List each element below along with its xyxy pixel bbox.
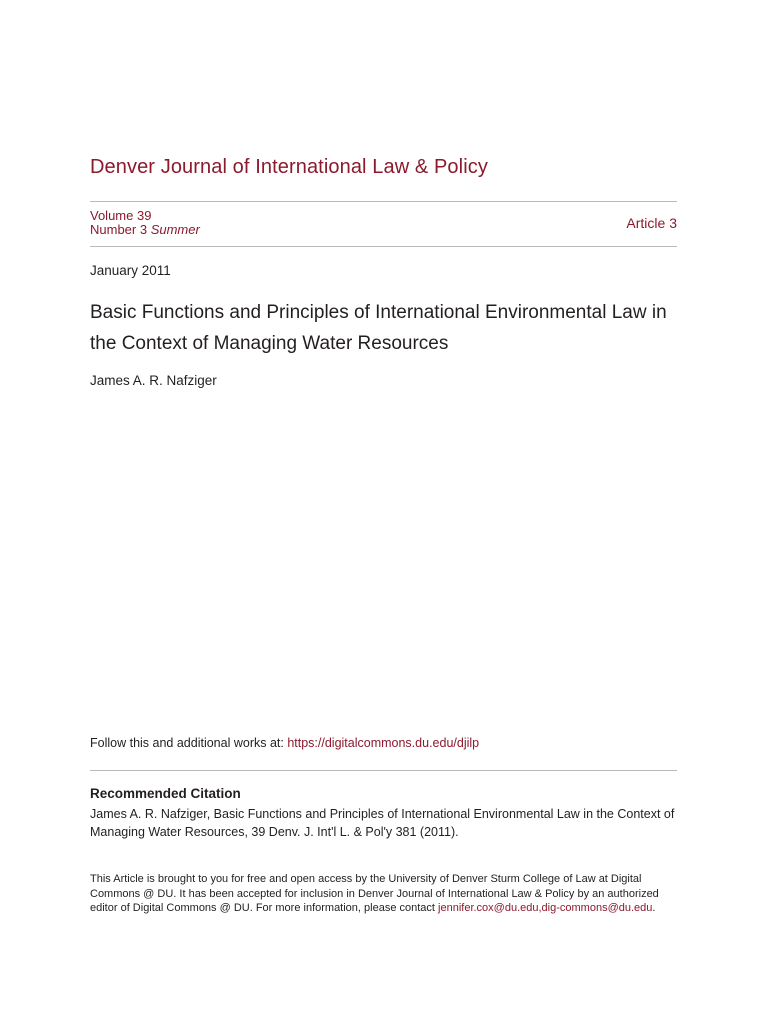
divider-citation bbox=[90, 770, 677, 771]
article-number-link[interactable]: Article 3 bbox=[626, 215, 677, 231]
divider-top bbox=[90, 201, 677, 202]
volume-link[interactable]: Volume 39 bbox=[90, 208, 152, 223]
number-label[interactable]: Number 3 bbox=[90, 222, 148, 237]
repository-link[interactable]: https://digitalcommons.du.edu/djilp bbox=[287, 736, 480, 750]
journal-title[interactable]: Denver Journal of International Law & Policy bbox=[90, 156, 488, 178]
citation-text: James A. R. Nafziger, Basic Functions and Principles of International Environmental Law in the Context of Managing Water Resources, 39 Denv. J. Int'l L. & Pol'y 381 (2011). bbox=[90, 807, 675, 839]
recommended-citation-heading: Recommended Citation bbox=[90, 786, 241, 801]
contact-email-link[interactable]: jennifer.cox@du.edu,dig-commons@du.edu bbox=[438, 902, 653, 915]
access-notice bbox=[90, 872, 670, 916]
article-title: Basic Functions and Principles of International Environmental Law in the Context of Managing Water Resources bbox=[90, 302, 667, 354]
access-notice-text: This Article is brought to you for free and open access by the University of Denver Sturm College of Law at Digital Commons @ DU. It has been accepted for inclusion in Denver Journal of International Law & Policy by an authorized editor of Digital Commons @ DU. For more information, please contact bbox=[90, 873, 659, 915]
divider-issue bbox=[90, 246, 677, 247]
follow-prefix: Follow this and additional works at: bbox=[90, 736, 288, 750]
access-notice-suffix: . bbox=[652, 902, 656, 915]
issue-number[interactable] bbox=[90, 223, 200, 237]
author-name: James A. R. Nafziger bbox=[90, 373, 217, 388]
follow-line bbox=[90, 736, 479, 750]
publication-date: January 2011 bbox=[90, 263, 171, 278]
season-label[interactable]: Summer bbox=[150, 222, 200, 237]
